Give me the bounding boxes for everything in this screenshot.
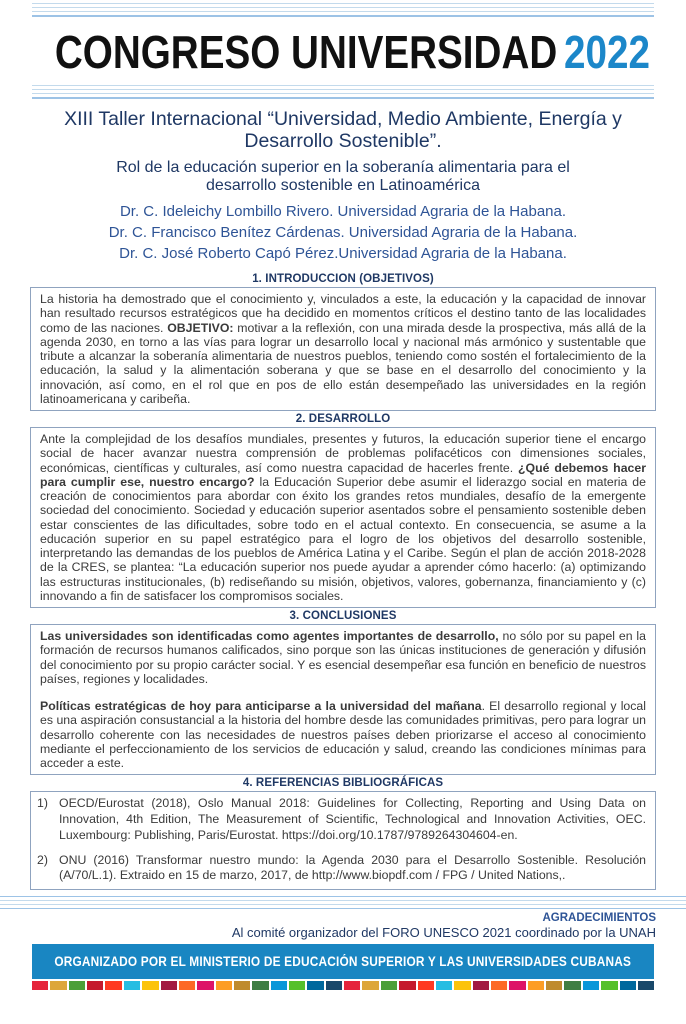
conclusiones-p1-text: no sólo por su papel en la formación de recursos humanos calificados, sino porque son las únicas instituciones de generación y difusión del conocimiento por su propio carácter social. Y es esencial desempeñar esa función en beneficio de nuestros países, regiones y localidades. — [40, 629, 646, 686]
conclusiones-p2-text: . El desarrollo regional y local es una aspiración consustancial a la historia del hombre desde las comunidades primitivas, pero para lograr un desarrollo coherente con las necesidades de nuestros países deben priorizarse el acceso al conocimiento mediante el perfeccionamiento de los servicios de educación y salud, creando las condiciones mínimas para acceder a este. — [40, 699, 646, 770]
sdg-color-segment — [491, 981, 507, 990]
acknowledgements-text: Al comité organizador del FORO UNESCO 2021 coordinado por la UNAH — [231, 925, 656, 941]
sdg-color-segment — [161, 981, 177, 990]
sdg-color-segment — [307, 981, 323, 990]
desarrollo-question-bold: ¿Qué debemos hacer para cumplir ese, nuestro encargo? — [40, 460, 646, 489]
sdg-color-segment — [546, 981, 562, 990]
conclusiones-p2-bold: Políticas estratégicas de hoy para anticiparse a la universidad del mañana — [40, 699, 482, 713]
sdg-color-segment — [32, 981, 48, 990]
introduccion-box — [30, 287, 656, 411]
acknowledgements-block — [30, 912, 656, 940]
event-subtitle: Rol de la educación superior en la soberanía alimentaria para el desarrollo sostenible en Latinoamérica — [116, 159, 570, 194]
congress-title-text: CONGRESO UNIVERSIDAD — [54, 26, 558, 78]
sdg-color-segment — [583, 981, 599, 990]
desarrollo-text: Ante la complejidad de los desafíos mundiales, presentes y futuros, la educación superior tiene el encargo social de hacer avanzar nuestra comprensión de problemas polifacéticos con dimensiones sociales, económicas, científicas y culturales, así como nuestra capacidad de hacerles frente. — [40, 432, 646, 475]
decorative-lines-under-title — [32, 85, 654, 99]
sdg-color-segment — [381, 981, 397, 990]
desarrollo-box — [30, 427, 656, 608]
reference-item — [37, 853, 646, 885]
congress-title — [54, 26, 650, 78]
decorative-lines-top — [32, 0, 654, 17]
author-line: Dr. C. Francisco Benítez Cárdenas. Universidad Agraria de la Habana. — [108, 224, 578, 241]
reference-text: OECD/Eurostat (2018), Oslo Manual 2018: Guidelines for Collecting, Reporting and Using Data on Innovation, 4th Edition, The Measurement of Scientific, Technological and Innovation Activities, OEC. Luxembourg: Publishing, Paris/Eurostat. https://doi.org/10.1787/9789264304604-en. — [59, 796, 646, 842]
decorative-line — [32, 7, 654, 8]
acknowledgements-heading: AGRADECIMIENTOS — [542, 912, 656, 925]
conclusiones-paragraph-1 — [40, 629, 646, 686]
sdg-color-segment — [564, 981, 580, 990]
sdg-color-segment — [289, 981, 305, 990]
decorative-line — [32, 97, 654, 99]
sdg-color-segment — [87, 981, 103, 990]
organizer-banner — [32, 944, 654, 979]
conclusiones-box — [30, 624, 656, 775]
desarrollo-text: la Educación Superior debe asumir el liderazgo social en materia de creación de conocimientos para abordar con éxito los grandes retos mundiales, desafío de la emergente sociedad del conocimiento. Sociedad y educación superior asentados sobre el pensamiento sostenible deben estar conscientes de las dificultades, sobre todo en el actual contexto. En consecuencia, se asume a la educación superior en su papel estratégico para el logro de los objetivos del desarrollo sostenible, interpretando las demandas de los pueblos de América Latina y el Caribe. Según el plan de acción 2018-2028 de la CRES, se plantea: “La educación superior nos puede ayudar a aprender cómo hacerlo: (a) optimizando las estructuras institucionales, (b) rediseñando su misión, objetivos, valores, gobernanza, financiamiento y (c) innovando a fin de satisfacer los compromisos sociales. — [40, 474, 646, 603]
authors-block — [0, 201, 686, 264]
decorative-lines-separator — [0, 896, 686, 909]
congress-title-year: 2022 — [563, 26, 650, 78]
sdg-color-segment — [252, 981, 268, 990]
decorative-line — [0, 896, 686, 897]
decorative-line — [32, 11, 654, 12]
sdg-color-segment — [326, 981, 342, 990]
decorative-line — [0, 908, 686, 909]
decorative-line — [32, 89, 654, 90]
reference-number: 2) — [37, 852, 48, 867]
reference-text: ONU (2016) Transformar nuestro mundo: la Agenda 2030 para el Desarrollo Sostenible. Resolución (A/70/L.1). Extraido en 15 de marzo, 2017, de http://www.biopdf.com / FPG / United Nations,. — [59, 852, 646, 883]
sdg-color-segment — [179, 981, 195, 990]
author-line: Dr. C. José Roberto Capó Pérez.Universidad Agraria de la Habana. — [119, 245, 567, 262]
section-heading-referencias: 4. REFERENCIAS BIBLIOGRÁFICAS — [242, 777, 444, 790]
author-line: Dr. C. Ideleichy Lombillo Rivero. Universidad Agraria de la Habana. — [119, 203, 567, 220]
decorative-line — [32, 93, 654, 94]
sdg-color-segment — [509, 981, 525, 990]
section-heading-desarrollo: 2. DESARROLLO — [295, 413, 391, 425]
section-heading-conclusiones: 3. CONCLUSIONES — [289, 610, 397, 622]
decorative-line — [32, 3, 654, 4]
sdg-color-segment — [473, 981, 489, 990]
sdg-color-segment — [234, 981, 250, 990]
sdg-color-segment — [216, 981, 232, 990]
sdg-color-segment — [418, 981, 434, 990]
sdg-color-segment — [454, 981, 470, 990]
section-heading-introduccion: 1. INTRODUCCION (OBJETIVOS) — [252, 273, 434, 285]
sdg-color-segment — [124, 981, 140, 990]
reference-item — [37, 796, 646, 843]
event-title: XIII Taller Internacional “Universidad, Medio Ambiente, Energía y Desarrollo Sostenible”. — [64, 108, 622, 152]
sdg-color-segment — [50, 981, 66, 990]
sdg-color-segment — [69, 981, 85, 990]
sdg-color-segment — [197, 981, 213, 990]
conclusiones-paragraph-2 — [40, 699, 646, 770]
decorative-line — [0, 900, 686, 901]
introduccion-objetivo-bold: OBJETIVO: — [167, 320, 234, 335]
sdg-color-segment — [105, 981, 121, 990]
sdg-color-segment — [142, 981, 158, 990]
sdg-color-segment — [271, 981, 287, 990]
sdg-strip — [32, 981, 654, 990]
introduccion-text: La historia ha demostrado que el conocimiento y, vinculados a este, la educación y la capacidad de innovar han resultado recursos estratégicos que ha decidido en momentos críticos el destino tanto de las localidades como de las naciones. — [40, 292, 646, 335]
sdg-color-segment — [620, 981, 636, 990]
decorative-line — [32, 85, 654, 86]
sdg-color-segment — [601, 981, 617, 990]
introduccion-text: motivar a la reflexión, con una mirada desde la prospectiva, más allá de la agenda 2030, en torno a las vías para lograr un desarrollo local y nacional más armónico y sustentable que tribute a alcanzar la soberanía alimentaria de nuestros pueblos, teniendo como sostén el fortalecimiento de la educación, la salud y la alimentación soberana y que se base en el desarrollo del conocimiento y la innovación, así como, en el rol que en pos de ello están desempeñado las universidades en la región latinoamericana y caribeña. — [40, 320, 646, 406]
sdg-color-segment — [638, 981, 654, 990]
sdg-color-segment — [436, 981, 452, 990]
sdg-color-segment — [399, 981, 415, 990]
conclusiones-p1-bold: Las universidades son identificadas como agentes importantes de desarrollo, — [40, 629, 499, 643]
decorative-line — [0, 904, 686, 905]
sdg-color-segment — [362, 981, 378, 990]
reference-number: 1) — [37, 796, 48, 811]
decorative-line — [32, 15, 654, 17]
sdg-color-segment — [344, 981, 360, 990]
referencias-box — [30, 791, 656, 890]
sdg-color-segment — [528, 981, 544, 990]
organizer-banner-text: ORGANIZADO POR EL MINISTERIO DE EDUCACIÓN SUPERIOR Y LAS UNIVERSIDADES CUBANAS — [54, 954, 632, 970]
